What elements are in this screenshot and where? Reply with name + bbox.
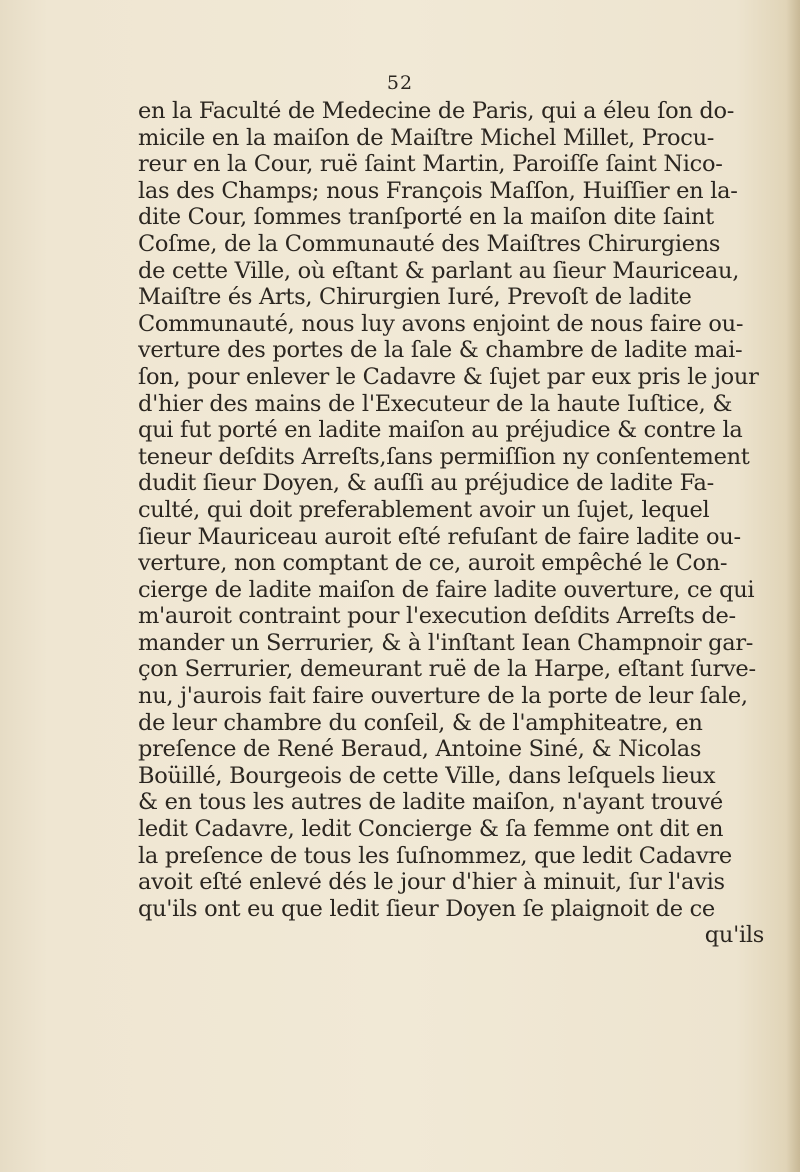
text-line: çon Serrurier, demeurant ruë de la Harpe, eſtant ſurve- [138,656,756,683]
text-line: avoit eſté enlevé dés le jour d'hier à minuit, ſur l'avis [138,869,725,896]
page-edge-shadow [786,0,800,1172]
text-line: Coſme, de la Communauté des Maiſtres Chirurgiens [138,230,721,257]
text-line: ſon, pour enlever le Cadavre & ſujet par eux pris le jour [138,363,759,390]
text-line: dudit ſieur Doyen, & auſſi au préjudice de ladite Fa- [138,470,714,497]
text-line: qu'ils ont eu que ledit ſieur Doyen ſe plaignoit de ce [138,895,715,922]
text-line: verture, non comptant de ce, auroit empêché le Con- [138,550,728,577]
body-text [138,98,768,949]
text-line: culté, qui doit preferablement avoir un ſujet, lequel [138,496,710,523]
text-line: nu, j'aurois fait faire ouverture de la porte de leur ſale, [138,683,748,710]
text-line: en la Faculté de Medecine de Paris, qui a éleu ſon do- [138,98,735,124]
text-line: de leur chambre du conſeil, & de l'amphiteatre, en [138,709,703,736]
page-number: 52 [386,72,414,94]
text-line: de cette Ville, où eſtant & parlant au ſieur Mauriceau, [138,257,740,284]
catchword: qu'ils [704,922,764,949]
text-line: ledit Cadavre, ledit Concierge & ſa femme ont dit en [138,816,724,843]
text-line: las des Champs; nous François Maſſon, Huiſſier en la- [138,177,738,204]
text-line: micile en la maiſon de Maiſtre Michel Millet, Procu- [138,124,715,151]
text-line: verture des portes de la ſale & chambre de ladite mai- [138,337,743,364]
text-line: teneur deſdits Arreſts,ſans permiſſion ny conſentement [138,443,750,470]
text-line: m'auroit contraint pour l'execution deſdits Arreſts de- [138,603,736,630]
text-line: ſieur Mauriceau auroit eſté refuſant de faire ladite ou- [138,523,741,550]
text-line: reur en la Cour, ruë ſaint Martin, Paroiſſe ſaint Nico- [138,151,723,178]
text-line: & en tous les autres de ladite maiſon, n'ayant trouvé [138,789,723,816]
text-line: preſence de René Beraud, Antoine Siné, & Nicolas [138,736,702,763]
text-line: la preſence de tous les ſuſnommez, que ledit Cadavre [138,842,732,869]
text-line: dite Cour, ſommes tranſporté en la maiſon dite ſaint [138,204,714,231]
text-line: Boüillé, Bourgeois de cette Ville, dans leſquels lieux [138,762,716,789]
text-line: qui fut porté en ladite maiſon au préjudice & contre la [138,417,743,444]
text-line: Maiſtre és Arts, Chirurgien Iuré, Prevoſt de ladite [138,284,692,311]
text-line: mander un Serrurier, & à l'inſtant Iean Champnoir gar- [138,629,754,656]
text-line: d'hier des mains de l'Executeur de la haute Iuſtice, & [138,390,733,417]
text-line: Communauté, nous luy avons enjoint de nous faire ou- [138,310,744,337]
text-line: cierge de ladite maiſon de faire ladite ouverture, ce qui [138,576,755,603]
